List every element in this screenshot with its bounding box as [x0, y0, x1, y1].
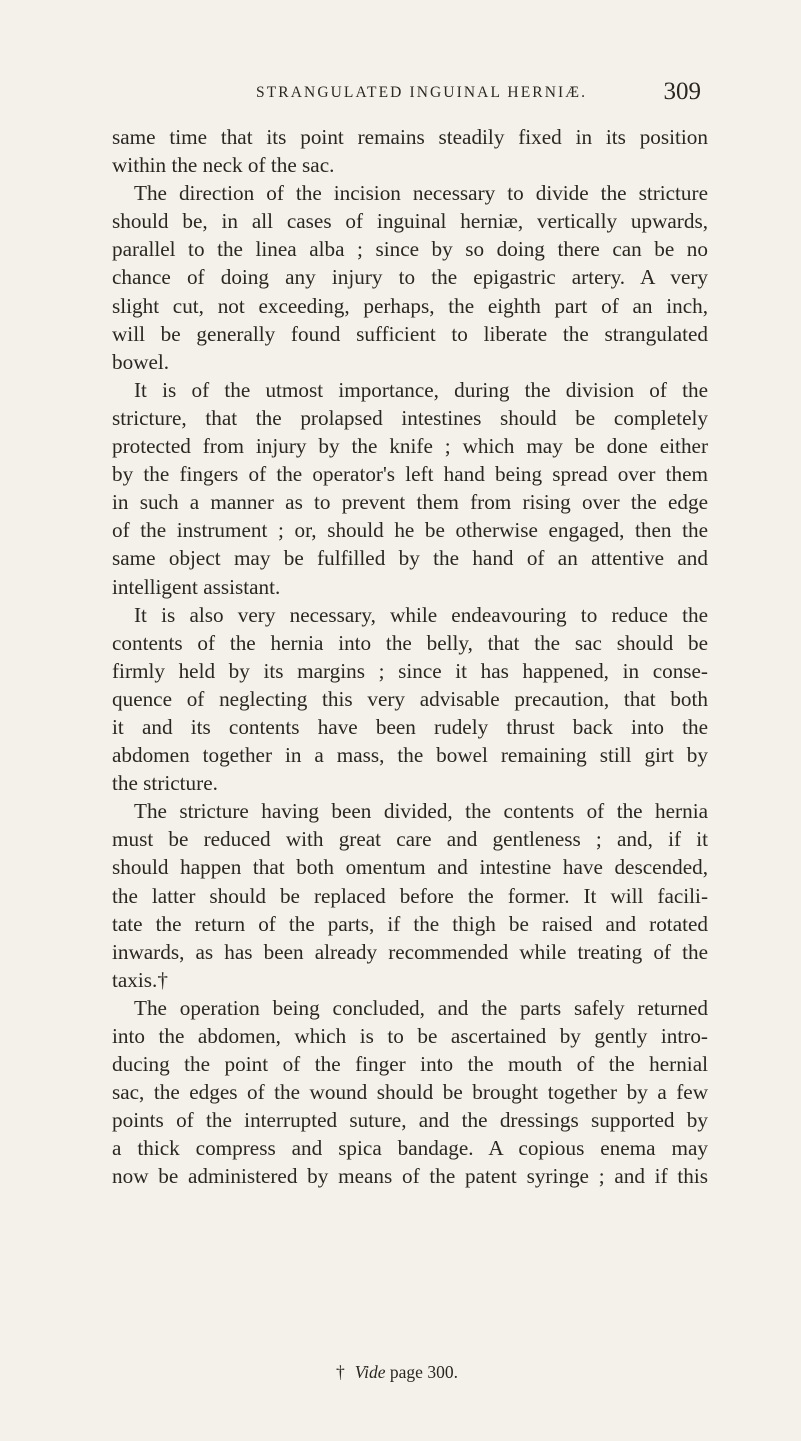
body-text [112, 123, 708, 1191]
text-line: must be reduced with great care and gentleness ; and, if it [112, 827, 708, 852]
text-line: inwards, as has been already recommended while treating of the [112, 939, 708, 964]
text-line: it and its contents have been rudely thrust back into the [112, 714, 708, 739]
text-line: It is of the utmost importance, during the division of the [134, 377, 708, 402]
text-line: the stricture. [112, 771, 218, 796]
text-line: within the neck of the sac. [112, 153, 335, 178]
text-line: quence of neglecting this very advisable precaution, that both [112, 686, 708, 711]
text-line: protected from injury by the knife ; which may be done either [112, 434, 708, 459]
text-line: by the fingers of the operator's left hand being spread over them [112, 462, 708, 487]
footnote-mark: † [336, 1362, 345, 1382]
text-line: of the instrument ; or, should he be otherwise engaged, then the [112, 518, 708, 543]
text-line: tate the return of the parts, if the thigh be raised and rotated [112, 911, 708, 936]
text-line: The operation being concluded, and the parts safely returned [134, 995, 708, 1020]
text-line: abdomen together in a mass, the bowel remaining still girt by [112, 743, 708, 768]
text-line: The stricture having been divided, the contents of the hernia [134, 799, 708, 824]
text-line: It is also very necessary, while endeavouring to reduce the [134, 602, 708, 627]
text-line: will be generally found sufficient to liberate the strangulated [112, 321, 708, 346]
text-line: should be, in all cases of inguinal herniæ, vertically upwards, [112, 209, 708, 234]
text-line: now be administered by means of the patent syringe ; and if this [112, 1164, 708, 1189]
running-head: STRANGULATED INGUINAL HERNIÆ. [256, 84, 588, 101]
text-line: should happen that both omentum and intestine have descended, [112, 855, 708, 880]
text-line: in such a manner as to prevent them from rising over the edge [112, 490, 708, 515]
text-line: points of the interrupted suture, and the dressings supported by [112, 1108, 708, 1133]
text-line: taxis.† [112, 967, 168, 992]
text-line: The direction of the incision necessary to divide the stricture [134, 181, 708, 206]
text-line: stricture, that the prolapsed intestines should be completely [112, 405, 708, 430]
footnote-vide: Vide [354, 1362, 386, 1382]
page-number: 309 [663, 78, 701, 105]
text-line: into the abdomen, which is to be ascertained by gently intro- [112, 1024, 708, 1048]
text-line: bowel. [112, 349, 170, 374]
text-line: contents of the hernia into the belly, that the sac should be [112, 630, 708, 655]
text-line: intelligent assistant. [112, 574, 281, 599]
text-line: ducing the point of the finger into the mouth of the hernial [112, 1052, 708, 1077]
text-line: a thick compress and spica bandage. A copious enema may [112, 1136, 708, 1161]
footnote [336, 1362, 458, 1383]
text-line: parallel to the linea alba ; since by so doing there can be no [112, 237, 708, 262]
page-header [0, 78, 801, 112]
text-line: sac, the edges of the wound should be brought together by a few [112, 1080, 708, 1105]
footnote-text: page 300. [385, 1362, 458, 1382]
text-line: the latter should be replaced before the former. It will facili- [112, 883, 708, 908]
text-line: firmly held by its margins ; since it has happened, in conse- [112, 658, 708, 683]
text-line: same object may be fulfilled by the hand of an attentive and [112, 546, 708, 571]
text-line: same time that its point remains steadily fixed in its position [112, 125, 708, 149]
text-line: slight cut, not exceeding, perhaps, the eighth part of an inch, [112, 293, 708, 318]
text-line: chance of doing any injury to the epigastric artery. A very [112, 265, 708, 290]
